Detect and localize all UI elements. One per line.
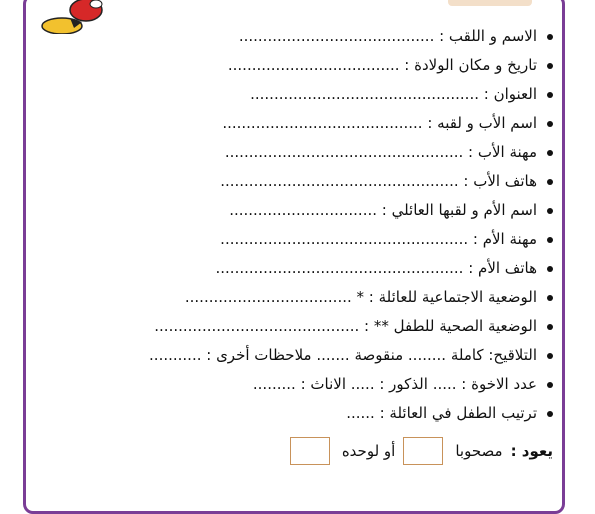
field-family-status[interactable]: الوضعية الاجتماعية للعائلة : * ...................................: [73, 283, 553, 312]
field-birth-order[interactable]: ترتيب الطفل في العائلة : ......: [73, 399, 553, 428]
field-father-phone[interactable]: هاتف الأب : ..................................................: [73, 167, 553, 196]
returns-label: يعود :: [510, 442, 553, 460]
accompanied-checkbox[interactable]: [403, 437, 443, 465]
field-father-job[interactable]: مهنة الأب : ..................................................: [73, 138, 553, 167]
returns-row: [290, 437, 553, 465]
field-address[interactable]: العنوان : ................................................: [73, 80, 553, 109]
field-health-status[interactable]: الوضعية الصحية للطفل ** : ...........................................: [73, 312, 553, 341]
alone-label: أو لوحده: [341, 442, 396, 460]
alone-checkbox[interactable]: [290, 437, 330, 465]
field-siblings[interactable]: عدد الاخوة : ..... الذكور : ..... الاناث : .........: [73, 370, 553, 399]
field-birth[interactable]: تاريخ و مكان الولادة : ....................................: [73, 51, 553, 80]
field-father-name[interactable]: اسم الأب و لقبه : ..........................................: [73, 109, 553, 138]
field-mother-phone[interactable]: هاتف الأم : ....................................................: [73, 254, 553, 283]
registration-fields: [73, 22, 553, 428]
field-mother-name[interactable]: اسم الأم و لقبها العائلي : ...............................: [73, 196, 553, 225]
field-mother-job[interactable]: مهنة الأم : ....................................................: [73, 225, 553, 254]
header-tab: [448, 0, 532, 6]
field-vaccinations[interactable]: التلاقيح: كاملة ........ منقوصة ....... ملاحظات أخرى : ...........: [73, 341, 553, 370]
accompanied-label: مصحوبا: [455, 442, 503, 460]
field-name[interactable]: الاسم و اللقب : .........................................: [73, 22, 553, 51]
